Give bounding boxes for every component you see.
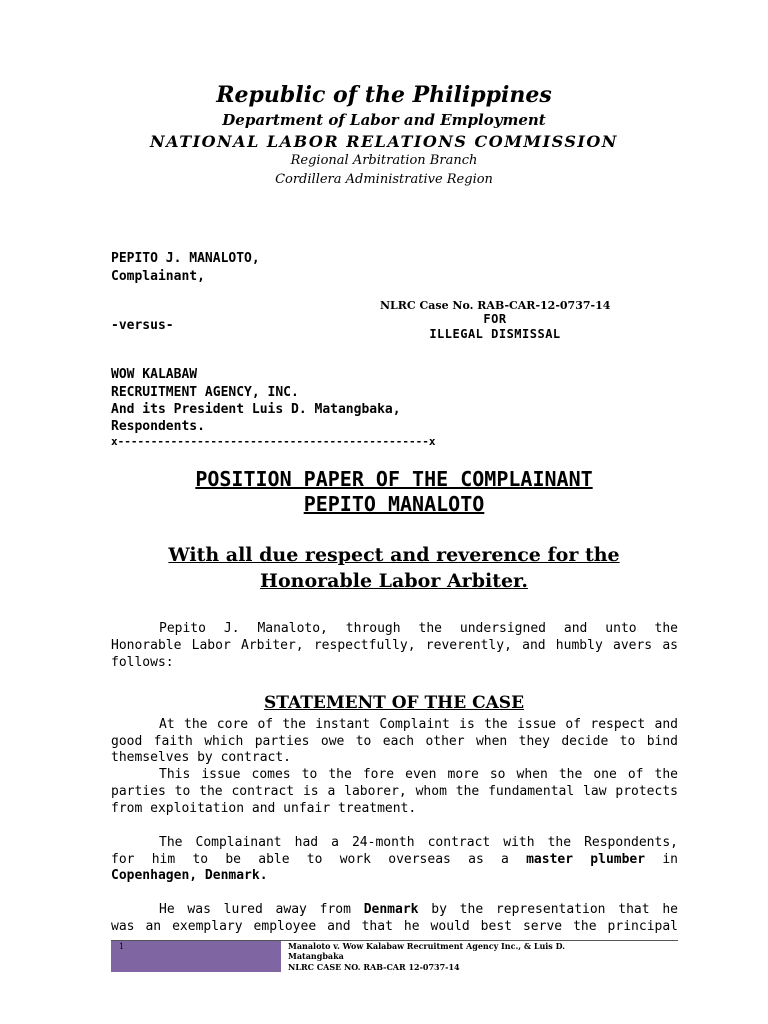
reverence-line2: Honorable Labor Arbiter. (260, 570, 528, 592)
p1-line3: themselves by contract. (111, 750, 292, 765)
p4-line1-end: by the representation that he (418, 902, 678, 917)
case-for: FOR (483, 312, 507, 326)
p2-line1: This issue comes to the fore even more so when the one of the (159, 767, 678, 782)
p4-line1-text: He was lured away from (159, 902, 364, 917)
header-region: Cordillera Administrative Region (275, 172, 493, 187)
p3-line2 (111, 851, 678, 868)
p4-line1 (159, 901, 678, 918)
p4-denmark: Denmark (363, 902, 419, 917)
complainant-label: Complainant, (111, 269, 205, 284)
p1-line1: At the core of the instant Complaint is the issue of respect and (159, 717, 678, 732)
p3-master-plumber: master plumber (526, 852, 646, 867)
case-nature: ILLEGAL DISMISSAL (429, 327, 561, 341)
header-department: Department of Labor and Employment (222, 111, 546, 129)
intro-line2: Honorable Labor Arbiter, respectfully, reverently, and humbly avers as (111, 638, 678, 653)
versus-label: -versus- (111, 318, 174, 333)
header-commission: NATIONAL LABOR RELATIONS COMMISSION (150, 132, 618, 151)
p4-line2: was an exemplary employee and that he would best serve the principal (111, 919, 678, 934)
respondent-line2: RECRUITMENT AGENCY, INC. (111, 385, 299, 400)
header-branch: Regional Arbitration Branch (290, 153, 478, 168)
title-line1: POSITION PAPER OF THE COMPLAINANT (195, 467, 593, 491)
reverence-line1: With all due respect and reverence for the (168, 544, 620, 566)
respondent-line3: And its President Luis D. Matangbaka, (111, 402, 401, 417)
intro-line1: Pepito J. Manaloto, through the undersigned and unto the (159, 621, 678, 636)
complainant-name: PEPITO J. MANALOTO, (111, 251, 260, 266)
p3-line1: The Complainant had a 24-month contract with the Respondents, (159, 835, 678, 850)
title-line2: PEPITO MANALOTO (303, 492, 485, 516)
caption-separator: x-----------------------------------------------x (111, 435, 436, 448)
p3-line2-text: for him to be able to work overseas as a (111, 852, 527, 867)
footer-line1: Manaloto v. Wow Kalabaw Recruitment Agency Inc., & Luis D. (288, 941, 566, 951)
p3-line2-end: in (645, 852, 678, 867)
p1-line2: good faith which parties owe to each other when they decide to bind (111, 734, 678, 749)
respondent-label: Respondents. (111, 419, 205, 434)
footer-line2: Matangbaka (288, 951, 344, 961)
p2-line2: parties to the contract is a laborer, whom the fundamental law protects (111, 784, 678, 799)
header-republic: Republic of the Philippines (216, 82, 552, 108)
page-number: 1 (119, 942, 125, 951)
footer-line3: NLRC CASE NO. RAB-CAR 12-0737-14 (288, 962, 460, 972)
page-number-box (111, 941, 281, 972)
section-heading: STATEMENT OF THE CASE (263, 693, 525, 713)
p3-line3: Copenhagen, Denmark. (111, 868, 268, 883)
p2-line3: from exploitation and unfair treatment. (111, 801, 417, 816)
intro-line3: follows: (111, 655, 174, 670)
case-number: NLRC Case No. RAB-CAR-12-0737-14 (380, 299, 611, 312)
respondent-line1: WOW KALABAW (111, 367, 198, 382)
